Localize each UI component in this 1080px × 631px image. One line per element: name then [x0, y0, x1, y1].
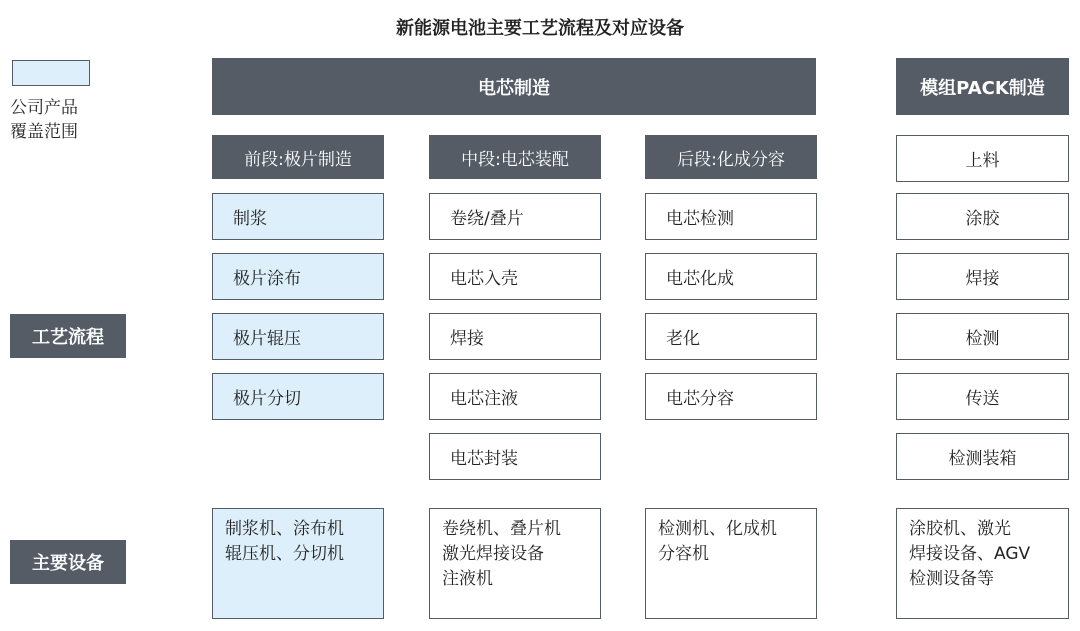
process-box-middle: 焊接 [429, 313, 601, 360]
phase-back: 后段:化成分容 [645, 135, 817, 179]
process-box-pack: 上料 [896, 135, 1069, 182]
process-box-back: 电芯检测 [645, 193, 817, 240]
process-box-front: 极片涂布 [212, 253, 384, 300]
header-module-pack: 模组PACK制造 [896, 58, 1069, 115]
process-box-pack: 涂胶 [896, 193, 1069, 240]
phase-middle: 中段:电芯装配 [429, 135, 601, 179]
process-box-back: 电芯分容 [645, 373, 817, 420]
phase-front: 前段:极片制造 [212, 135, 384, 179]
process-box-middle: 电芯注液 [429, 373, 601, 420]
process-box-front: 极片分切 [212, 373, 384, 420]
process-box-back: 电芯化成 [645, 253, 817, 300]
header-cell-manufacturing: 电芯制造 [212, 58, 816, 115]
process-box-pack: 检测 [896, 313, 1069, 360]
legend-label: 公司产品 覆盖范围 [10, 98, 78, 142]
legend-swatch [12, 60, 90, 86]
process-box-middle: 电芯入壳 [429, 253, 601, 300]
process-box-middle: 卷绕/叠片 [429, 193, 601, 240]
process-box-back: 老化 [645, 313, 817, 360]
process-box-middle: 电芯封装 [429, 433, 601, 480]
equipment-box-front: 制浆机、涂布机 辊压机、分切机 [212, 508, 384, 619]
equipment-box-middle: 卷绕机、叠片机 激光焊接设备 注液机 [429, 508, 601, 619]
equipment-box-pack: 涂胶机、激光 焊接设备、AGV 检测设备等 [896, 508, 1069, 619]
process-box-pack: 检测装箱 [896, 433, 1069, 480]
process-box-pack: 传送 [896, 373, 1069, 420]
equipment-box-back: 检测机、化成机 分容机 [645, 508, 817, 619]
row-label-process: 工艺流程 [10, 314, 126, 358]
diagram-title: 新能源电池主要工艺流程及对应设备 [396, 18, 684, 39]
process-box-front: 极片辊压 [212, 313, 384, 360]
process-box-front: 制浆 [212, 193, 384, 240]
row-label-equipment: 主要设备 [10, 540, 126, 584]
process-box-pack: 焊接 [896, 253, 1069, 300]
